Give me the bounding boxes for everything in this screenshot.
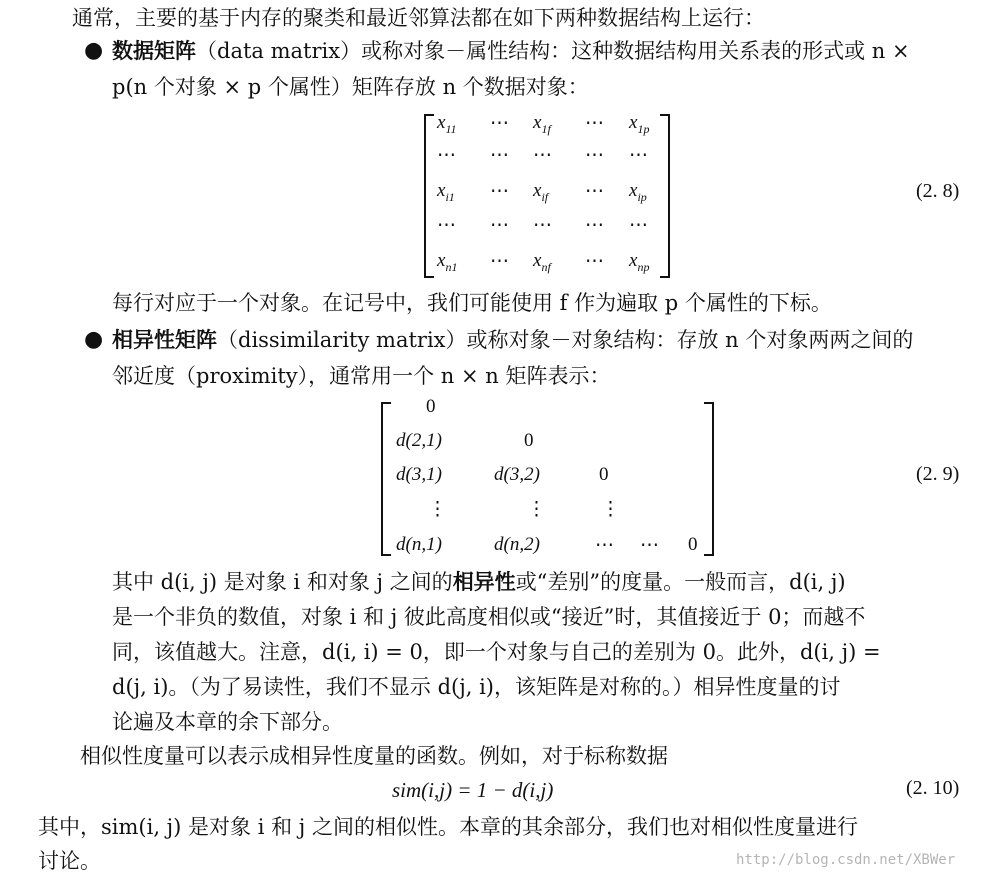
matrix-cell: $x_{ip}$ — [629, 180, 647, 204]
similarity-line: 相似性度量可以表示成相异性度量的函数。例如，对于标称数据 — [80, 744, 668, 768]
matrix-cell: $x_{1f}$ — [533, 112, 551, 136]
term-dissimilarity-matrix: 相异性矩阵 — [112, 327, 217, 352]
matrix-cell: d(n,1) — [396, 534, 442, 555]
equation-number: (2. 9) — [916, 463, 960, 485]
paragraph-line: 是一个非负的数值，对象 i 和 j 彼此高度相似或“接近”时，其值接近于 0；而越不 — [112, 605, 866, 629]
bullet1-text: （data matrix）或称对象－属性结构：这种数据结构用关系表的形式或 n × — [196, 39, 910, 63]
bullet2-text: （dissimilarity matrix）或称对象－对象结构：存放 n 个对象两两之间的 — [217, 328, 914, 352]
bullet2-line2: 邻近度（proximity），通常用一个 n × n 矩阵表示： — [112, 364, 611, 388]
matrix-cell: d(3,1) — [396, 464, 442, 485]
equation-number: (2. 10) — [906, 777, 960, 799]
paragraph-line — [112, 567, 846, 597]
matrix-cell: $x_{np}$ — [629, 250, 650, 274]
matrix-cell: $x_{11}$ — [437, 112, 457, 136]
left-bracket — [381, 402, 391, 556]
matrix-cell: d(3,2) — [494, 464, 540, 485]
matrix-cell: ⋯ — [490, 181, 509, 202]
matrix-cell: $x_{if}$ — [533, 180, 549, 204]
matrix-cell: 0 — [524, 430, 534, 451]
matrix-cell: ⋯ — [490, 215, 509, 236]
matrix-cell: ⋯ — [490, 113, 509, 134]
term-data-matrix: 数据矩阵 — [112, 38, 196, 63]
matrix-cell: ⋯ — [437, 215, 456, 236]
bullet1-after: 每行对应于一个对象。在记号中，我们可能使用 f 作为遍取 p 个属性的下标。 — [112, 291, 832, 315]
bullet-dot: ● — [84, 38, 104, 63]
matrix-cell: 0 — [426, 396, 436, 417]
right-bracket — [704, 402, 714, 556]
matrix-cell: ⋯ — [490, 145, 509, 166]
matrix-cell: $x_{i1}$ — [437, 180, 455, 204]
matrix-cell: ⋯ — [533, 215, 552, 236]
text-span: 或“差别”的度量。一般而言，d(i, j) — [515, 570, 846, 594]
left-bracket — [424, 114, 434, 278]
matrix-cell: ⋯ — [533, 145, 552, 166]
term-dissimilarity: 相异性 — [452, 569, 516, 594]
matrix-cell: d(n,2) — [494, 534, 540, 555]
intro-line: 通常，主要的基于内存的聚类和最近邻算法都在如下两种数据结构上运行： — [72, 6, 765, 30]
matrix-cell: ⋮ — [428, 499, 447, 520]
matrix-cell: ⋯ — [595, 535, 614, 556]
closing-line: 讨论。 — [38, 849, 101, 873]
matrix-cell: 0 — [599, 464, 609, 485]
matrix-cell: ⋯ — [629, 145, 648, 166]
matrix-cell: ⋮ — [527, 499, 546, 520]
closing-line: 其中，sim(i, j) 是对象 i 和 j 之间的相似性。本章的其余部分，我们也对相似性度量进行 — [38, 815, 858, 839]
right-bracket — [660, 114, 670, 278]
paragraph-line: d(j, i)。（为了易读性，我们不显示 d(j, i)，该矩阵是对称的。）相异性度量的讨 — [112, 675, 841, 699]
matrix-cell: $x_{1p}$ — [629, 112, 650, 136]
matrix-cell: ⋯ — [640, 535, 659, 556]
bullet-dot: ● — [84, 327, 104, 352]
watermark-text: http://blog.csdn.net/XBWer — [736, 852, 956, 868]
matrix-cell: ⋯ — [437, 145, 456, 166]
bullet2-line1 — [112, 325, 913, 355]
matrix-cell: ⋯ — [585, 145, 604, 166]
bullet1-line2: p(n 个对象 × p 个属性）矩阵存放 n 个数据对象： — [112, 75, 589, 99]
matrix-cell: ⋯ — [585, 215, 604, 236]
equation-number: (2. 8) — [916, 180, 960, 202]
matrix-cell: ⋯ — [585, 181, 604, 202]
matrix-cell: ⋮ — [601, 499, 620, 520]
matrix-cell: $x_{nf}$ — [533, 250, 551, 274]
similarity-formula: sim(i,j) = 1 − d(i,j) — [392, 778, 554, 802]
matrix-cell: ⋯ — [585, 113, 604, 134]
matrix-cell: 0 — [688, 534, 698, 555]
bullet1-line1 — [112, 36, 910, 66]
matrix-cell: ⋯ — [629, 215, 648, 236]
paragraph-line: 同，该值越大。注意，d(i, i) = 0，即一个对象与自己的差别为 0。此外，d(i, j) = — [112, 640, 881, 664]
matrix-cell: ⋯ — [490, 251, 509, 272]
paragraph-line: 论遍及本章的余下部分。 — [112, 710, 343, 734]
text-span: 其中 d(i, j) 是对象 i 和对象 j 之间的 — [112, 570, 453, 594]
matrix-cell: ⋯ — [585, 251, 604, 272]
matrix-cell: d(2,1) — [396, 430, 442, 451]
matrix-cell: $x_{n1}$ — [437, 250, 458, 274]
